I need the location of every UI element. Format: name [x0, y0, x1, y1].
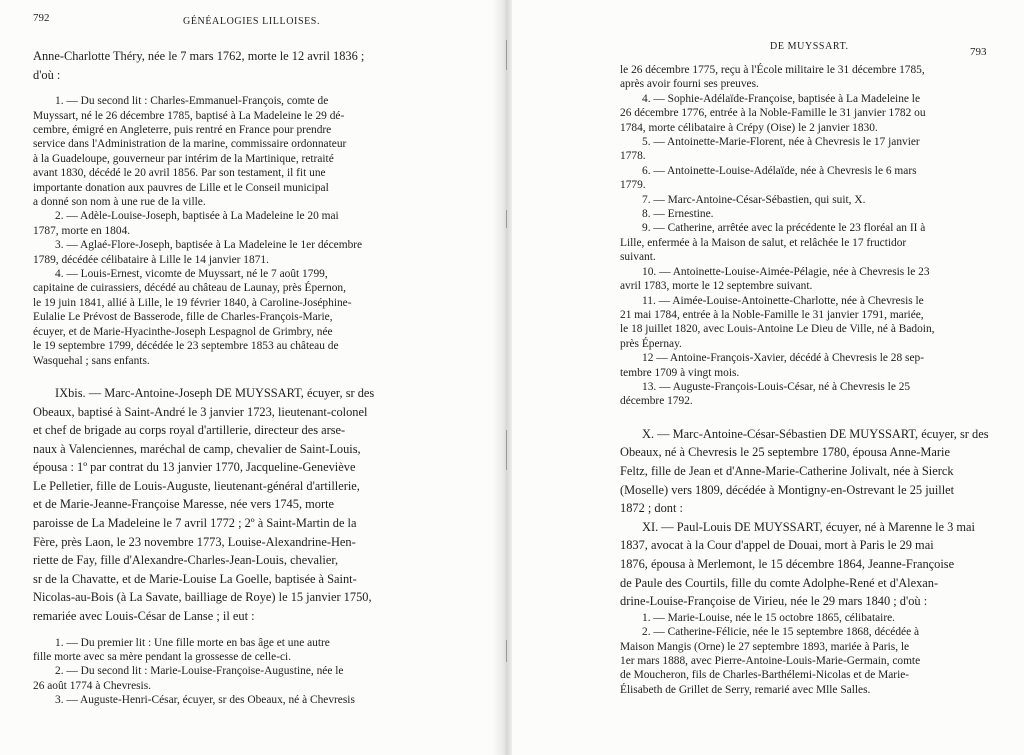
paragraph-gap: [33, 626, 433, 636]
text-line: 7. — Marc-Antoine-César-Sébastien, qui suit, X.: [642, 193, 866, 206]
text-line: naux à Valenciennes, maréchal de camp, chevalier de Saint-Louis,: [33, 441, 361, 456]
text-line: de Moucheron, fils de Charles-Barthélemi-Nicolas et de Marie-: [620, 669, 910, 682]
text-line: décembre 1792.: [620, 395, 693, 408]
text-line: riette de Fay, fille d'Alexandre-Charles-Jean-Louis, chevalier,: [33, 553, 339, 568]
text-line: 8. — Ernestine.: [642, 208, 714, 221]
text-line: cembre, émigré en Angleterre, puis rentré en France pour prendre: [33, 124, 332, 136]
page-number: 793: [970, 46, 987, 58]
text-line: a donné son nom à une rue de la ville.: [33, 196, 206, 209]
running-head: DE MUYSSART.: [770, 41, 849, 52]
paragraph-gap: [33, 368, 433, 384]
text-line: Élisabeth de Grillet de Serry, remarié avec Mlle Salles.: [620, 683, 871, 696]
text-line: Fère, près Laon, le 23 novembre 1773, Louise-Alexandrine-Hen-: [33, 534, 356, 549]
text-line: 4. — Sophie-Adélaïde-Françoise, baptisée à La Madeleine le: [642, 92, 921, 105]
text-line: 1. — Marie-Louise, née le 15 octobre 1865, célibataire.: [642, 611, 896, 624]
text-line: 21 mai 1784, entrée à la Noble-Famille le 31 janvier 1791, mariée,: [620, 308, 924, 321]
text-line: capitaine de cuirassiers, décédé au château de Launay, près Épernon,: [33, 282, 346, 295]
text-line: 6. — Antoinette-Louise-Adélaïde, née à Chevresis le 6 mars: [642, 164, 917, 177]
text-line: le 26 décembre 1775, reçu à l'École militaire le 31 décembre 1785,: [620, 64, 925, 76]
text-line: Eulalie Le Prévost de Basserode, fille de Charles-François-Marie,: [33, 311, 333, 324]
text-line: 1837, avocat à la Cour d'appel de Douai, mort à Paris le 29 mai: [620, 538, 934, 553]
text-line: 2. — Adèle-Louise-Joseph, baptisée à La Madeleine le 20 mai: [55, 210, 339, 223]
text-line: drine-Louise-Françoise de Virieu, née le 29 mars 1840 ; d'où :: [620, 594, 928, 609]
page-number: 792: [33, 12, 50, 24]
text-line: 1. — Du premier lit : Une fille morte en bas âge et une autre: [55, 636, 330, 649]
text-line: service dans l'Administration de la marine, commissaire ordonnateur: [33, 138, 347, 151]
text-line: d'où :: [33, 67, 61, 82]
text-line: (Moselle) vers 1809, décédée à Montigny-en-Ostrevant le 25 juillet: [620, 482, 955, 497]
text-line: 1787, morte en 1804.: [33, 224, 131, 237]
text-line: le 18 juillet 1820, avec Louis-Antoine Le Dieu de Ville, né à Badoin,: [620, 323, 935, 336]
text-line: 1872 ; dont :: [620, 501, 683, 516]
text-line: 26 août 1774 à Chevresis.: [33, 679, 151, 692]
text-line: 3. — Aglaé-Flore-Joseph, baptisée à La Madeleine le 1er décembre: [55, 239, 363, 252]
text-line: Obeaux, baptisé à Saint-André le 3 janvier 1723, lieutenant-colonel: [33, 404, 368, 419]
text-line: 2. — Du second lit : Marie-Louise-Françoise-Augustine, née le: [55, 665, 344, 678]
text-line: 1er mars 1888, avec Pierre-Antoine-Louis-Marie-Germain, comte: [620, 654, 921, 667]
text-line: X. — Marc-Antoine-César-Sébastien DE MUYSSART, écuyer, sr des: [642, 426, 989, 441]
text-line: épousa : 1º par contrat du 13 janvier 1770, Jacqueline-Geneviève: [33, 460, 356, 475]
text-line: Lille, enfermée à la Maison de salut, et relâchée le 17 fructidor: [620, 236, 907, 249]
text-column: [620, 63, 995, 697]
paragraph-gap: [620, 409, 995, 425]
text-line: avril 1783, morte le 12 septembre suivant.: [620, 280, 813, 293]
text-line: 1779.: [620, 179, 646, 192]
text-line: 1789, décédée célibataire à Lille le 14 janvier 1871.: [33, 253, 269, 266]
text-line: 10. — Antoinette-Louise-Aimée-Pélagie, née à Chevresis le 23: [642, 265, 930, 278]
text-line: IXbis. — Marc-Antoine-Joseph DE MUYSSART, écuyer, sr des: [55, 385, 375, 400]
text-line: 1784, morte célibataire à Crépy (Oise) le 2 janvier 1830.: [620, 121, 878, 134]
text-line: Nicolas-au-Bois (à La Savate, bailliage de Roye) le 15 janvier 1750,: [33, 590, 372, 605]
text-line: XI. — Paul-Louis DE MUYSSART, écuyer, né à Marenne le 3 mai: [642, 519, 976, 534]
text-line: Obeaux, né à Chevresis le 25 septembre 1780, épousa Anne-Marie: [620, 445, 950, 460]
text-line: à la Guadeloupe, gouverneur par intérim de la Martinique, retraité: [33, 152, 334, 165]
text-line: le 19 juin 1841, allié à Lille, le 19 février 1840, à Caroline-Joséphine-: [33, 296, 352, 309]
text-line: avant 1830, décédé le 20 avril 1856. Par son testament, il fit une: [33, 167, 326, 180]
text-column: [33, 47, 433, 708]
text-line: 11. — Aimée-Louise-Antoinette-Charlotte, née à Chevresis le: [642, 294, 924, 307]
running-head: GÉNÉALOGIES LILLOISES.: [183, 16, 321, 27]
text-line: le 19 septembre 1799, décédée le 23 septembre 1853 au château de: [33, 340, 339, 353]
text-line: Anne-Charlotte Théry, née le 7 mars 1762, morte le 12 avril 1836 ;: [33, 49, 365, 63]
text-line: près Épernay.: [620, 337, 682, 350]
text-line: 1. — Du second lit : Charles-Emmanuel-François, comte de: [55, 95, 329, 108]
text-line: de Paule des Courtils, fille du comte Adolphe-René et d'Alexan-: [620, 575, 939, 590]
text-line: 12 — Antoine-François-Xavier, décédé à Chevresis le 28 sep-: [642, 352, 925, 365]
text-line: 9. — Catherine, arrêtée avec la précédente le 23 floréal an II à: [642, 222, 926, 235]
text-line: remariée avec Louis-César de Lanse ; il eut :: [33, 609, 255, 624]
text-line: écuyer, et de Marie-Hyacinthe-Joseph Lespagnol de Grimbry, née: [33, 325, 333, 338]
text-line: Maison Mangis (Orne) le 27 septembre 1893, mariée à Paris, le: [620, 640, 910, 653]
right-page: [512, 0, 1024, 755]
text-line: 5. — Antoinette-Marie-Florent, née à Chevresis le 17 janvier: [642, 136, 920, 149]
text-line: Muyssart, né le 26 décembre 1785, baptisé à La Madeleine le 29 dé-: [33, 109, 345, 122]
text-line: et chef de brigade au corps royal d'artillerie, directeur des arse-: [33, 423, 346, 438]
text-line: suivant.: [620, 251, 656, 264]
text-line: Wasquehal ; sans enfants.: [33, 354, 150, 367]
text-line: après avoir fourni ses preuves.: [620, 78, 759, 91]
text-line: tembre 1709 à vingt mois.: [620, 366, 740, 379]
text-line: Feltz, fille de Jean et d'Anne-Marie-Catherine Jolivalt, née à Sierck: [620, 463, 954, 478]
text-line: 13. — Auguste-François-Louis-César, né à Chevresis le 25: [642, 380, 911, 393]
text-line: Le Pelletier, fille de Louis-Auguste, lieutenant-général d'artillerie,: [33, 478, 360, 493]
text-line: 26 décembre 1776, entrée à la Noble-Famille le 31 janvier 1782 ou: [620, 107, 926, 120]
text-line: 1876, épousa à Merlemont, le 15 décembre 1864, Jeanne-Françoise: [620, 556, 955, 571]
left-page: [0, 0, 500, 755]
text-line: importante donation aux pauvres de Lille et le Conseil municipal: [33, 181, 329, 194]
text-line: 2. — Catherine-Félicie, née le 15 septembre 1868, décédée à: [642, 626, 920, 639]
text-line: 4. — Louis-Ernest, vicomte de Muyssart, né le 7 août 1799,: [55, 268, 328, 281]
text-line: fille morte avec sa mère pendant la grossesse de celle-ci.: [33, 651, 292, 664]
text-line: 1778.: [620, 150, 646, 163]
paragraph-gap: [33, 84, 433, 94]
text-line: 3. — Auguste-Henri-César, écuyer, sr des Obeaux, né à Chevresis: [55, 694, 355, 707]
text-line: paroisse de La Madeleine le 7 avril 1772 ; 2º à Saint-Martin de la: [33, 516, 357, 531]
text-line: sr de la Chavatte, et de Marie-Louise La Goelle, baptisée à Saint-: [33, 571, 357, 586]
text-line: et de Marie-Jeanne-Françoise Maresse, née vers 1745, morte: [33, 497, 335, 512]
